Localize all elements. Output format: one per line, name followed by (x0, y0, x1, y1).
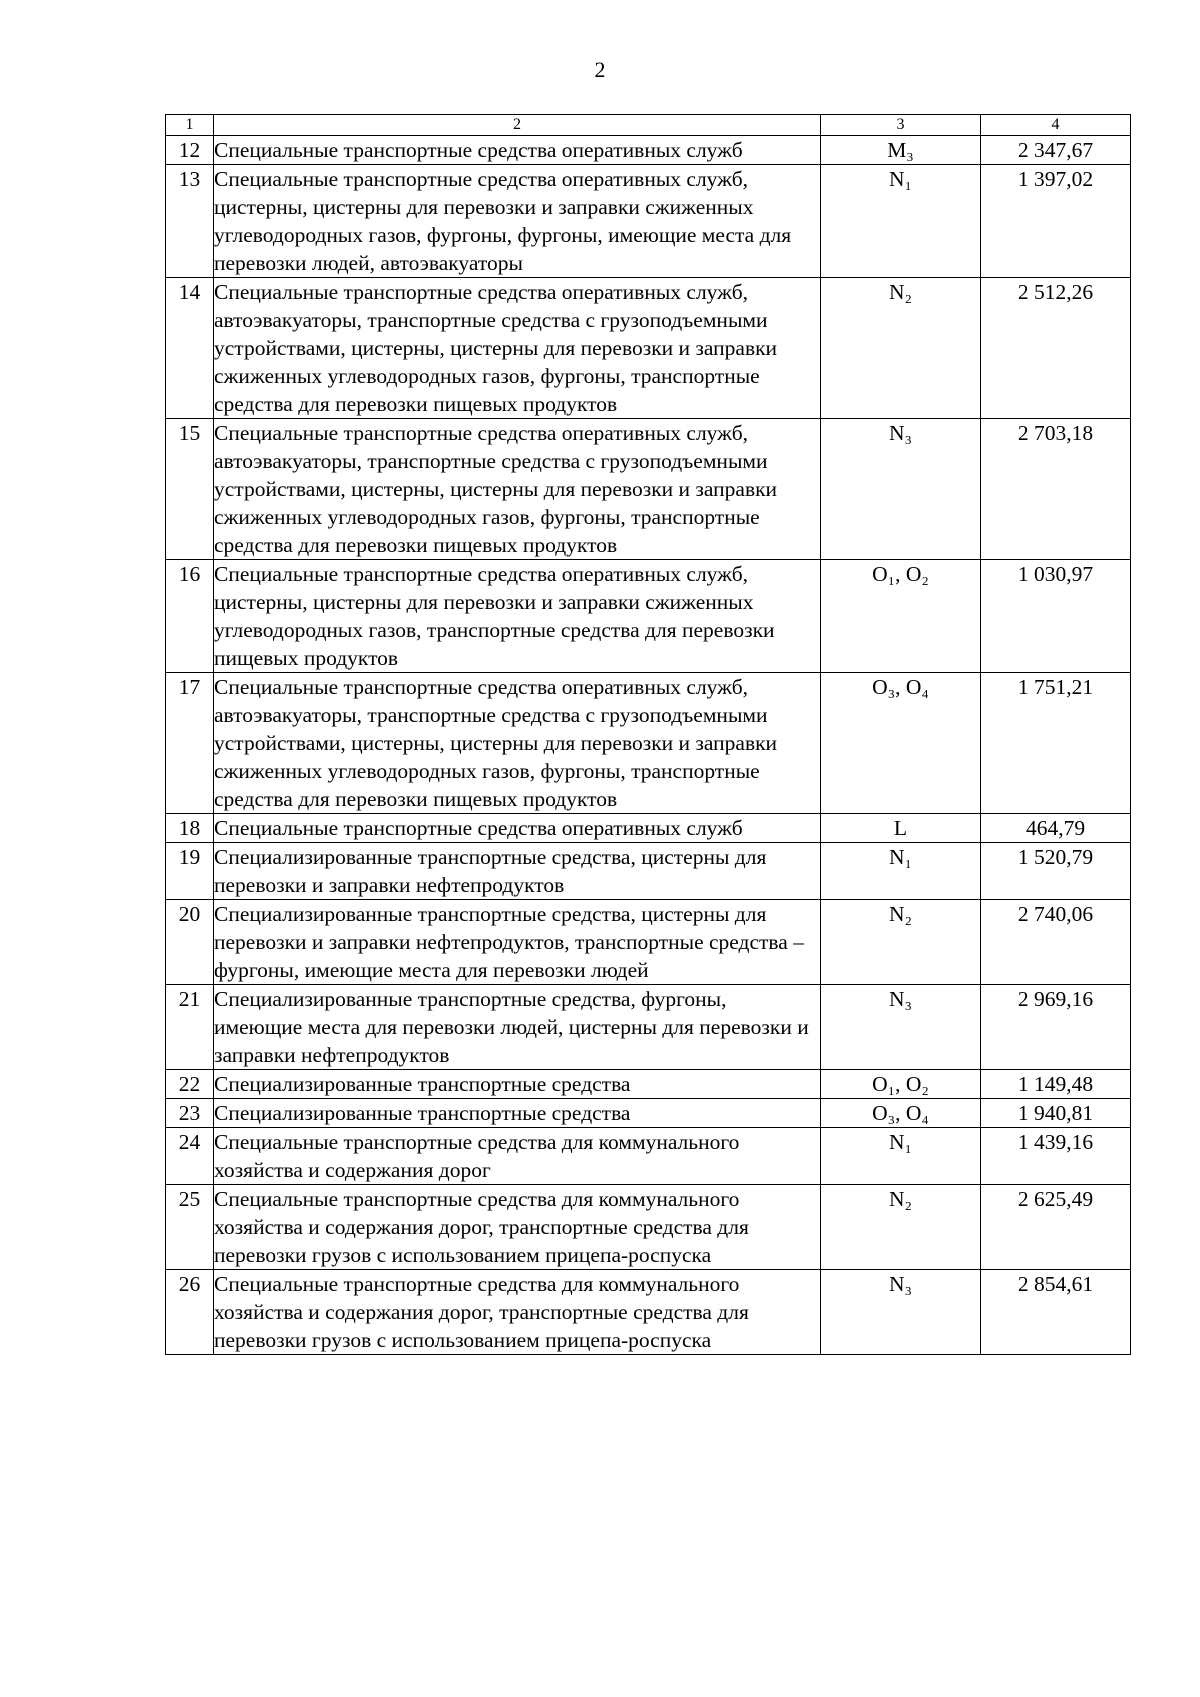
vehicle-description: Специальные транспортные средства для коммунального хозяйства и содержания дорог, транспортные средства для перевозки грузов с использованием прицепа-роспуска (214, 1270, 821, 1355)
vehicle-category: N₁ (821, 1128, 981, 1185)
table-body (166, 136, 1131, 1355)
rate-value: 1 751,21 (981, 673, 1131, 814)
rate-value: 2 347,67 (981, 136, 1131, 165)
table-row (166, 1185, 1131, 1270)
table-row (166, 673, 1131, 814)
row-number: 18 (166, 814, 214, 843)
vehicle-description: Специальные транспортные средства оперативных служб, автоэвакуаторы, транспортные средства с грузоподъемными устройствами, цистерны, цистерны для перевозки и заправки сжиженных углеводородных газов, фургоны, транспортные средства для перевозки пищевых продуктов (214, 278, 821, 419)
table-row (166, 560, 1131, 673)
row-number: 25 (166, 1185, 214, 1270)
table-row (166, 1128, 1131, 1185)
vehicle-category: O₃, O₄ (821, 673, 981, 814)
rate-value: 2 625,49 (981, 1185, 1131, 1270)
header-col-4: 4 (981, 115, 1131, 136)
vehicle-description: Специальные транспортные средства оперативных служб, цистерны, цистерны для перевозки и заправки сжиженных углеводородных газов, фургоны, фургоны, имеющие места для перевозки людей, автоэвакуаторы (214, 165, 821, 278)
vehicle-description: Специализированные транспортные средства (214, 1070, 821, 1099)
vehicle-category: N₃ (821, 419, 981, 560)
rate-value: 1 940,81 (981, 1099, 1131, 1128)
row-number: 23 (166, 1099, 214, 1128)
row-number: 26 (166, 1270, 214, 1355)
vehicle-description: Специализированные транспортные средства, фургоны, имеющие места для перевозки людей, цистерны для перевозки и заправки нефтепродуктов (214, 985, 821, 1070)
table-row (166, 165, 1131, 278)
header-col-3: 3 (821, 115, 981, 136)
rate-value: 1 439,16 (981, 1128, 1131, 1185)
row-number: 16 (166, 560, 214, 673)
vehicle-category: N₂ (821, 900, 981, 985)
vehicle-category: N₃ (821, 1270, 981, 1355)
vehicle-description: Специальные транспортные средства оперативных служб, цистерны, цистерны для перевозки и заправки сжиженных углеводородных газов, транспортные средства для перевозки пищевых продуктов (214, 560, 821, 673)
vehicle-category: O₃, O₄ (821, 1099, 981, 1128)
row-number: 20 (166, 900, 214, 985)
row-number: 21 (166, 985, 214, 1070)
rate-value: 2 703,18 (981, 419, 1131, 560)
table-row (166, 278, 1131, 419)
table-row (166, 843, 1131, 900)
row-number: 12 (166, 136, 214, 165)
vehicle-category: N₃ (821, 985, 981, 1070)
table-row (166, 1070, 1131, 1099)
rate-value: 464,79 (981, 814, 1131, 843)
rate-value: 1 520,79 (981, 843, 1131, 900)
vehicle-category: N₁ (821, 843, 981, 900)
table-header-row (166, 115, 1131, 136)
vehicle-description: Специальные транспортные средства для коммунального хозяйства и содержания дорог (214, 1128, 821, 1185)
vehicle-category: N₂ (821, 278, 981, 419)
vehicle-description: Специальные транспортные средства для коммунального хозяйства и содержания дорог, транспортные средства для перевозки грузов с использованием прицепа-роспуска (214, 1185, 821, 1270)
vehicle-description: Специальные транспортные средства оперативных служб (214, 814, 821, 843)
vehicle-category: L (821, 814, 981, 843)
table-row (166, 419, 1131, 560)
row-number: 14 (166, 278, 214, 419)
table-row (166, 814, 1131, 843)
rate-value: 1 149,48 (981, 1070, 1131, 1099)
vehicle-description: Специализированные транспортные средства, цистерны для перевозки и заправки нефтепродуктов (214, 843, 821, 900)
vehicle-category: N₁ (821, 165, 981, 278)
table-row (166, 1099, 1131, 1128)
vehicle-category: O₁, O₂ (821, 1070, 981, 1099)
rate-value: 2 740,06 (981, 900, 1131, 985)
page-number: 2 (594, 57, 606, 82)
rate-value: 2 512,26 (981, 278, 1131, 419)
header-col-2: 2 (214, 115, 821, 136)
row-number: 13 (166, 165, 214, 278)
vehicle-description: Специализированные транспортные средства, цистерны для перевозки и заправки нефтепродуктов, транспортные средства – фургоны, имеющие места для перевозки людей (214, 900, 821, 985)
header-col-1: 1 (166, 115, 214, 136)
vehicle-category: N₂ (821, 1185, 981, 1270)
row-number: 15 (166, 419, 214, 560)
row-number: 17 (166, 673, 214, 814)
row-number: 22 (166, 1070, 214, 1099)
vehicle-description: Специальные транспортные средства оперативных служб, автоэвакуаторы, транспортные средства с грузоподъемными устройствами, цистерны, цистерны для перевозки и заправки сжиженных углеводородных газов, фургоны, транспортные средства для перевозки пищевых продуктов (214, 673, 821, 814)
rate-value: 2 969,16 (981, 985, 1131, 1070)
rate-value: 1 030,97 (981, 560, 1131, 673)
rate-value: 2 854,61 (981, 1270, 1131, 1355)
table-row (166, 985, 1131, 1070)
row-number: 19 (166, 843, 214, 900)
table-row (166, 136, 1131, 165)
row-number: 24 (166, 1128, 214, 1185)
vehicle-category: O₁, O₂ (821, 560, 981, 673)
table-row (166, 1270, 1131, 1355)
vehicle-description: Специализированные транспортные средства (214, 1099, 821, 1128)
vehicle-description: Специальные транспортные средства оперативных служб, автоэвакуаторы, транспортные средства с грузоподъемными устройствами, цистерны, цистерны для перевозки и заправки сжиженных углеводородных газов, фургоны, транспортные средства для перевозки пищевых продуктов (214, 419, 821, 560)
vehicle-description: Специальные транспортные средства оперативных служб (214, 136, 821, 165)
table-row (166, 900, 1131, 985)
vehicle-category: M₃ (821, 136, 981, 165)
rate-value: 1 397,02 (981, 165, 1131, 278)
vehicle-rates-table (165, 114, 1131, 1355)
